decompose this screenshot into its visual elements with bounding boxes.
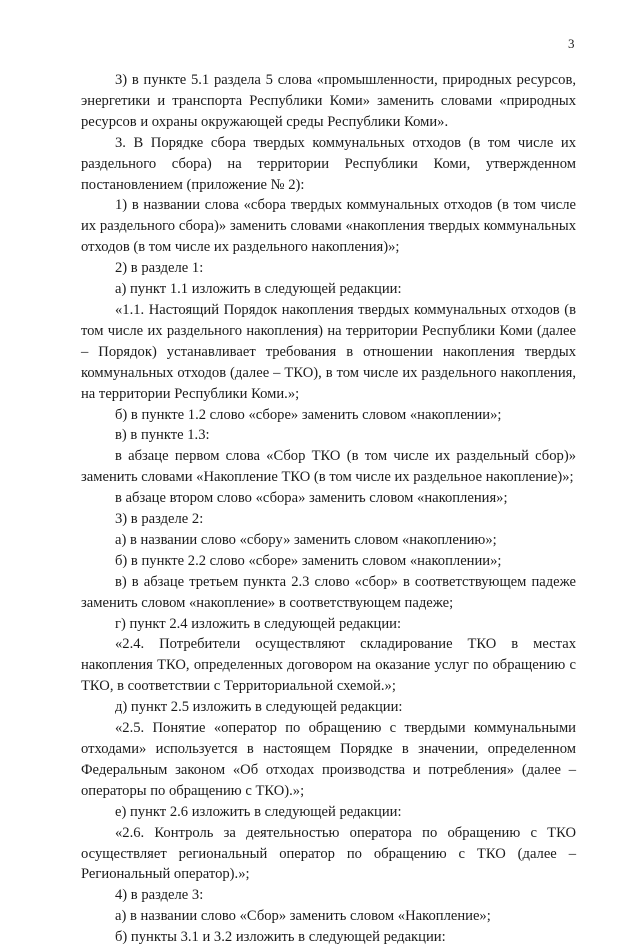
paragraph-23: б) пункты 3.1 и 3.2 изложить в следующей редакции: bbox=[115, 929, 446, 946]
paragraph-7: б) в пункте 1.2 слово «сборе» заменить словом «накоплении»; bbox=[115, 406, 502, 423]
paragraph-22: а) в названии слово «Сбор» заменить словом «Накопление»; bbox=[115, 908, 491, 925]
paragraph-14: в) в абзаце третьем пункта 2.3 слово «сбор» в соответствующем падеже заменить словом «накопление» в соответствующем падеже; bbox=[81, 573, 576, 611]
paragraph-10: в абзаце втором слово «сбора» заменить словом «накопления»; bbox=[115, 490, 508, 507]
paragraph-6: «1.1. Настоящий Порядок накопления твердых коммунальных отходов (в том числе их раздельного накопления) на территории Республики Коми (далее – Порядок) устанавливает требования в отношении накопления твердых коммунальных отходов (далее – ТКО), в том числе их раздельного накопления, на территории Республики Коми.»; bbox=[81, 301, 576, 402]
paragraph-8: в) в пункте 1.3: bbox=[115, 427, 210, 444]
paragraph-18: «2.5. Понятие «оператор по обращению с твердыми коммунальными отходами» используется в настоящем Порядке в значении, определенном Федеральным законом «Об отходах производства и потребления» (далее – операторы по обращению с ТКО).»; bbox=[81, 720, 576, 799]
paragraph-13: б) в пункте 2.2 слово «сборе» заменить словом «накоплении»; bbox=[115, 552, 502, 569]
paragraph-17: д) пункт 2.5 изложить в следующей редакции: bbox=[115, 699, 403, 716]
paragraph-11: 3) в разделе 2: bbox=[115, 511, 204, 528]
paragraph-5: а) пункт 1.1 изложить в следующей редакции: bbox=[115, 281, 402, 298]
paragraph-20: «2.6. Контроль за деятельностью оператора по обращению с ТКО осуществляет региональный оператор по обращению с ТКО (далее – Региональный оператор).»; bbox=[81, 824, 576, 883]
paragraph-16: «2.4. Потребители осуществляют складирование ТКО в местах накопления ТКО, определенных договором на оказание услуг по обращению с ТКО, в соответствии с Территориальной схемой.»; bbox=[81, 636, 576, 695]
paragraph-12: а) в названии слово «сбору» заменить словом «накоплению»; bbox=[115, 531, 497, 548]
paragraph-4: 2) в разделе 1: bbox=[115, 260, 204, 277]
paragraph-19: е) пункт 2.6 изложить в следующей редакции: bbox=[115, 803, 402, 820]
paragraph-15: г) пункт 2.4 изложить в следующей редакции: bbox=[115, 615, 402, 632]
paragraph-9: в абзаце первом слова «Сбор ТКО (в том числе их раздельный сбор)» заменить словами «Накопление ТКО (в том числе их раздельное накопление)»; bbox=[81, 448, 576, 486]
document-body bbox=[81, 70, 576, 948]
paragraph-2: 3. В Порядке сбора твердых коммунальных отходов (в том числе их раздельного сбора) на территории Республики Коми, утвержденном постановлением (приложение № 2): bbox=[81, 134, 576, 193]
page-number: 3 bbox=[568, 36, 575, 51]
paragraph-21: 4) в разделе 3: bbox=[115, 887, 204, 904]
paragraph-1: 3) в пункте 5.1 раздела 5 слова «промышленности, природных ресурсов, энергетики и транспорта Республики Коми» заменить словами «природных ресурсов и охраны окружающей среды Республики Коми». bbox=[81, 72, 576, 130]
paragraph-3: 1) в названии слова «сбора твердых коммунальных отходов (в том числе их раздельного сбора)» заменить словами «накопления твердых коммунальных отходов (в том числе их раздельного накопления)»; bbox=[81, 197, 576, 256]
